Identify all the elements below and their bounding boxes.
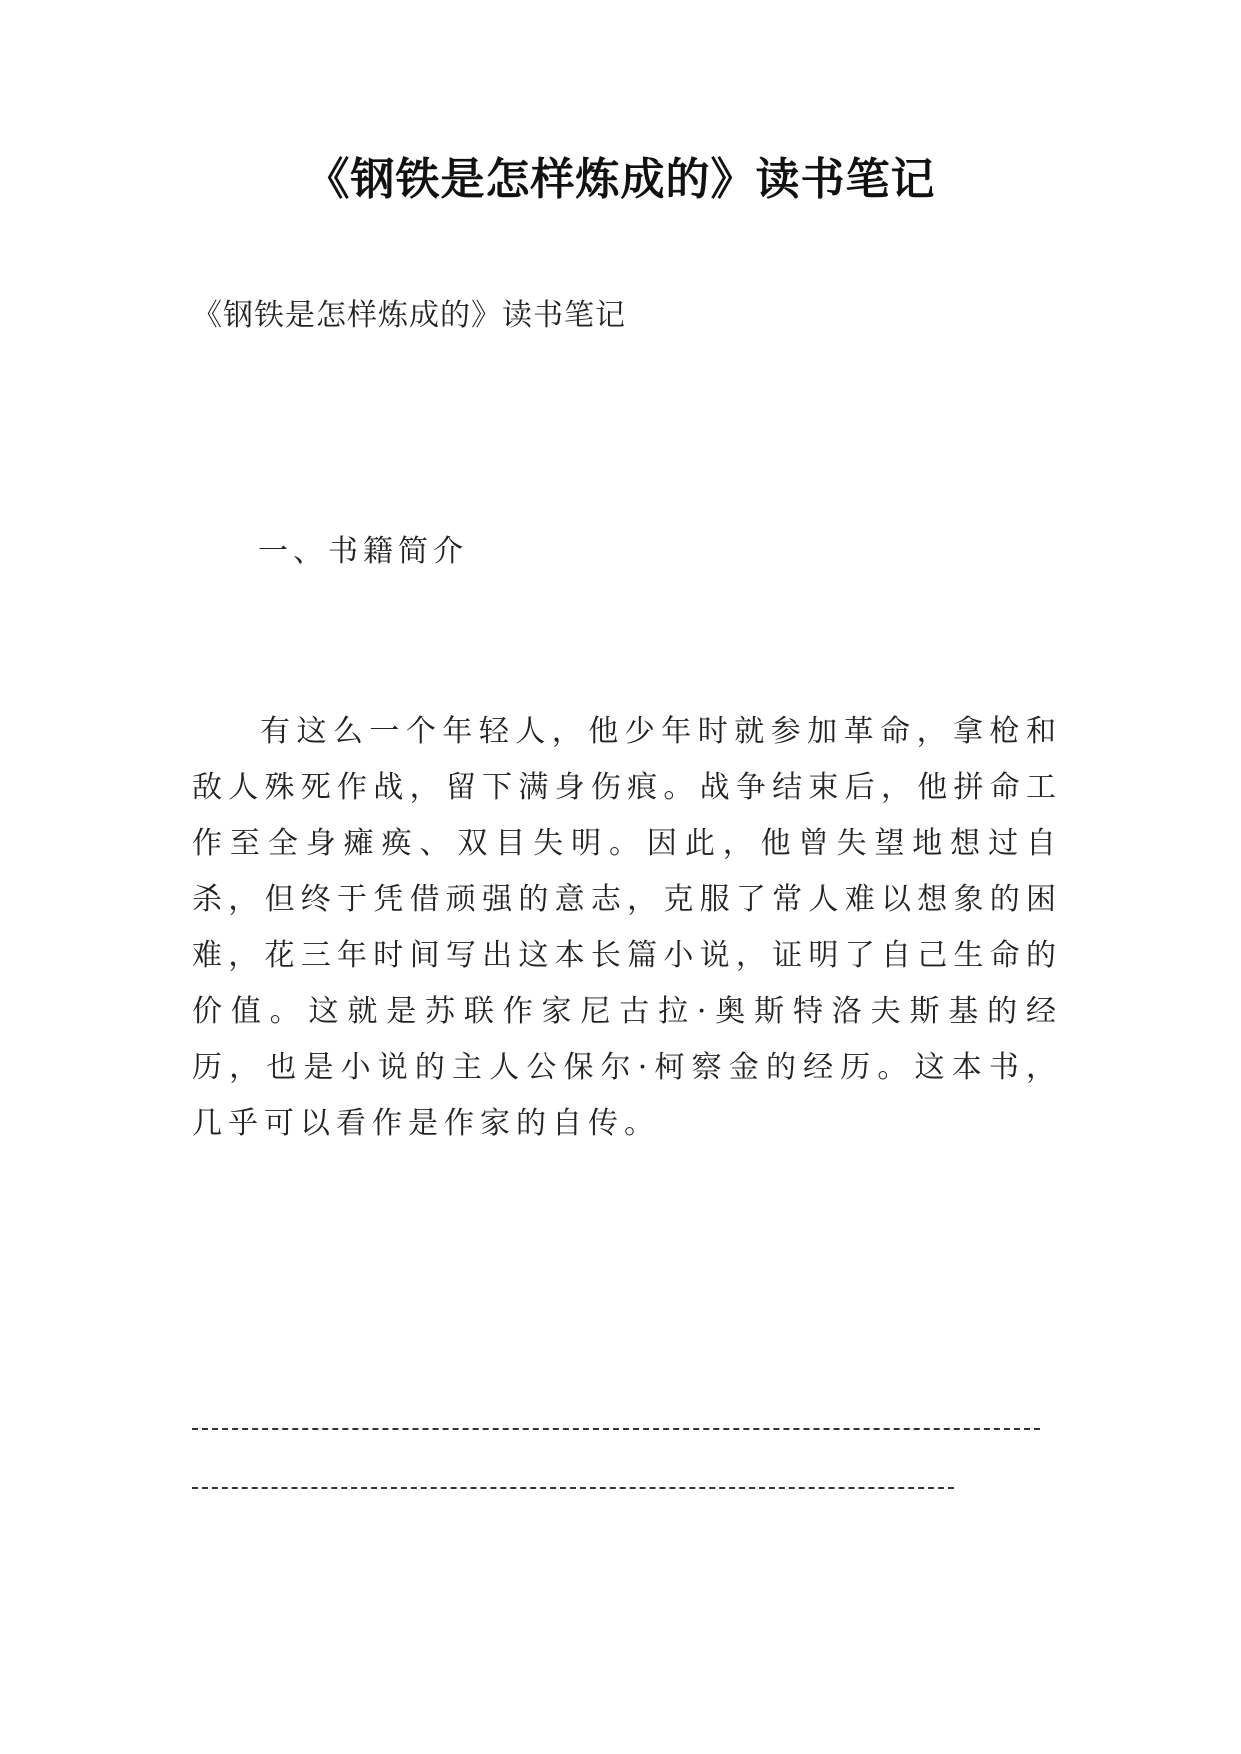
- document-subtitle: 《钢铁是怎样炼成的》读书笔记: [192, 298, 626, 333]
- document-title: 《钢铁是怎样炼成的》读书笔记: [305, 154, 936, 205]
- body-paragraph: 有这么一个年轻人，他少年时就参加革命，拿枪和敌人殊死作战，留下满身伤痕。战争结束后，他拼命工作至全身瘫痪、双目失明。因此，他曾失望地想过自杀，但终于凭借顽强的意志，克服了常人难以想象的困难，花三年时间写出这本长篇小说，证明了自己生命的价值。这就是苏联作家尼古拉·奥斯特洛夫斯基的经历，也是小说的主人公保尔·柯察金的经历。这本书，几乎可以看作是作家的自传。: [192, 714, 1062, 1141]
- divider-line: [192, 1487, 954, 1489]
- section-heading: 一、书籍简介: [258, 534, 468, 569]
- divider-line: [192, 1428, 1040, 1430]
